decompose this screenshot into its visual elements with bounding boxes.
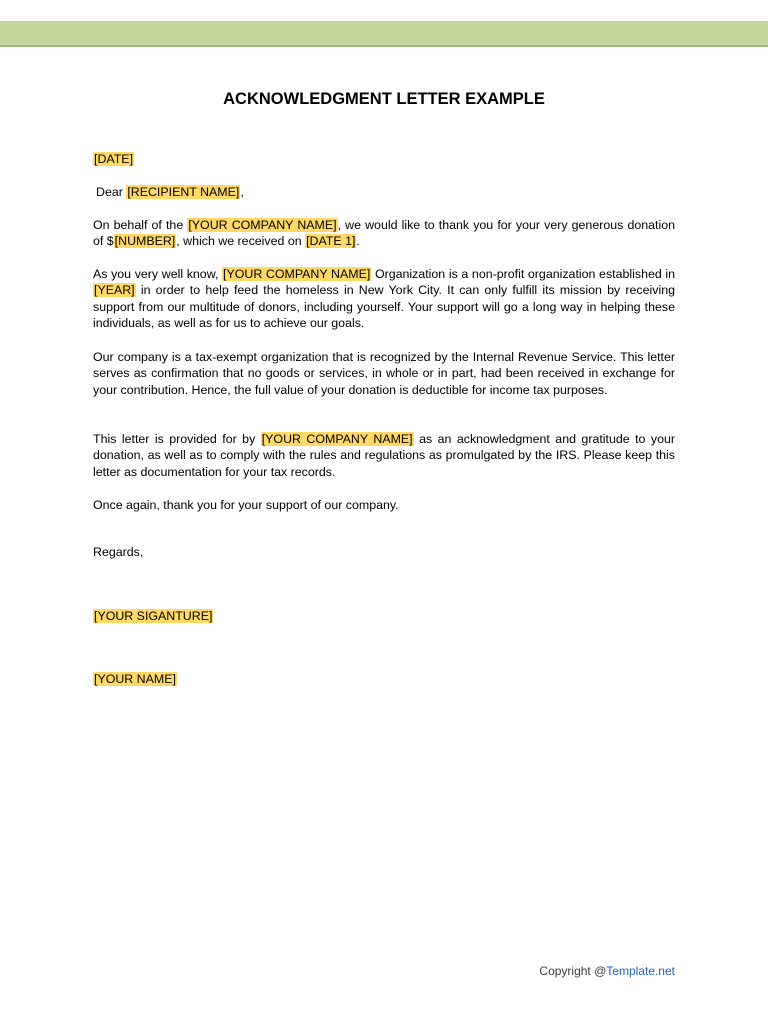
paragraph-text: Organization is a non-profit organization established in	[371, 267, 676, 281]
greeting-line	[96, 184, 678, 200]
date1-placeholder: [DATE 1]	[306, 234, 356, 249]
company-name-placeholder: [YOUR COMPANY NAME]	[223, 267, 371, 281]
paragraph-text: , which we received on	[176, 234, 306, 249]
paragraph-text: .	[356, 234, 360, 249]
name-line	[93, 671, 675, 687]
paragraph-text: in order to help feed the homeless in New York City. It can only fulfill its mission by receiving support from our multitude of donors, including yourself. Your support will go a long way in helping these individuals, as well as for us to achieve our goals.	[93, 283, 675, 331]
document-title: ACKNOWLEDGMENT LETTER EXAMPLE	[223, 90, 545, 108]
paragraph-text: On behalf of the	[93, 218, 188, 232]
recipient-placeholder: [RECIPIENT NAME]	[127, 185, 240, 199]
copyright-text: Copyright @	[539, 964, 607, 978]
paragraph-thanks	[93, 217, 675, 250]
template-link[interactable]: Template.net	[606, 964, 675, 978]
paragraph-organization	[93, 266, 675, 332]
paragraph-thanks-again: Once again, thank you for your support of our company.	[93, 498, 399, 512]
date-placeholder: [DATE]	[94, 152, 134, 166]
signature-placeholder: [YOUR SIGANTURE]	[94, 609, 213, 623]
name-placeholder: [YOUR NAME]	[94, 672, 176, 686]
paragraph-text: This letter is provided for by	[93, 432, 261, 446]
company-name-placeholder: [YOUR COMPANY NAME]	[188, 218, 337, 232]
paragraph-tax-exempt: Our company is a tax-exempt organization that is recognized by the Internal Revenue Service. This letter serves as confirmation that no goods or services, in whole or in part, had been received in exchange for your contribution. Hence, the full value of your donation is deductible for income tax purposes.	[93, 350, 675, 397]
paragraph-acknowledgment	[93, 431, 675, 480]
signature-line	[93, 608, 675, 624]
date-line	[93, 151, 675, 167]
paragraph-text: As you very well know,	[93, 267, 223, 281]
number-placeholder: [NUMBER]	[114, 234, 176, 249]
year-placeholder: [YEAR]	[94, 283, 135, 298]
company-name-placeholder: [YOUR COMPANY NAME]	[261, 432, 413, 446]
greeting-prefix: Dear	[96, 185, 127, 199]
copyright-footer	[539, 964, 675, 978]
header-band	[0, 21, 768, 47]
paragraph-text: , we would like to thank you for your very generous donation of $	[93, 218, 675, 249]
paragraph-text: as an acknowledgment and gratitude to your donation, as well as to comply with the rules and regulations as promulgated by the IRS. Please keep this letter as documentation for your tax records.	[93, 432, 676, 479]
greeting-suffix: ,	[240, 185, 244, 199]
closing-line: Regards,	[93, 545, 144, 559]
